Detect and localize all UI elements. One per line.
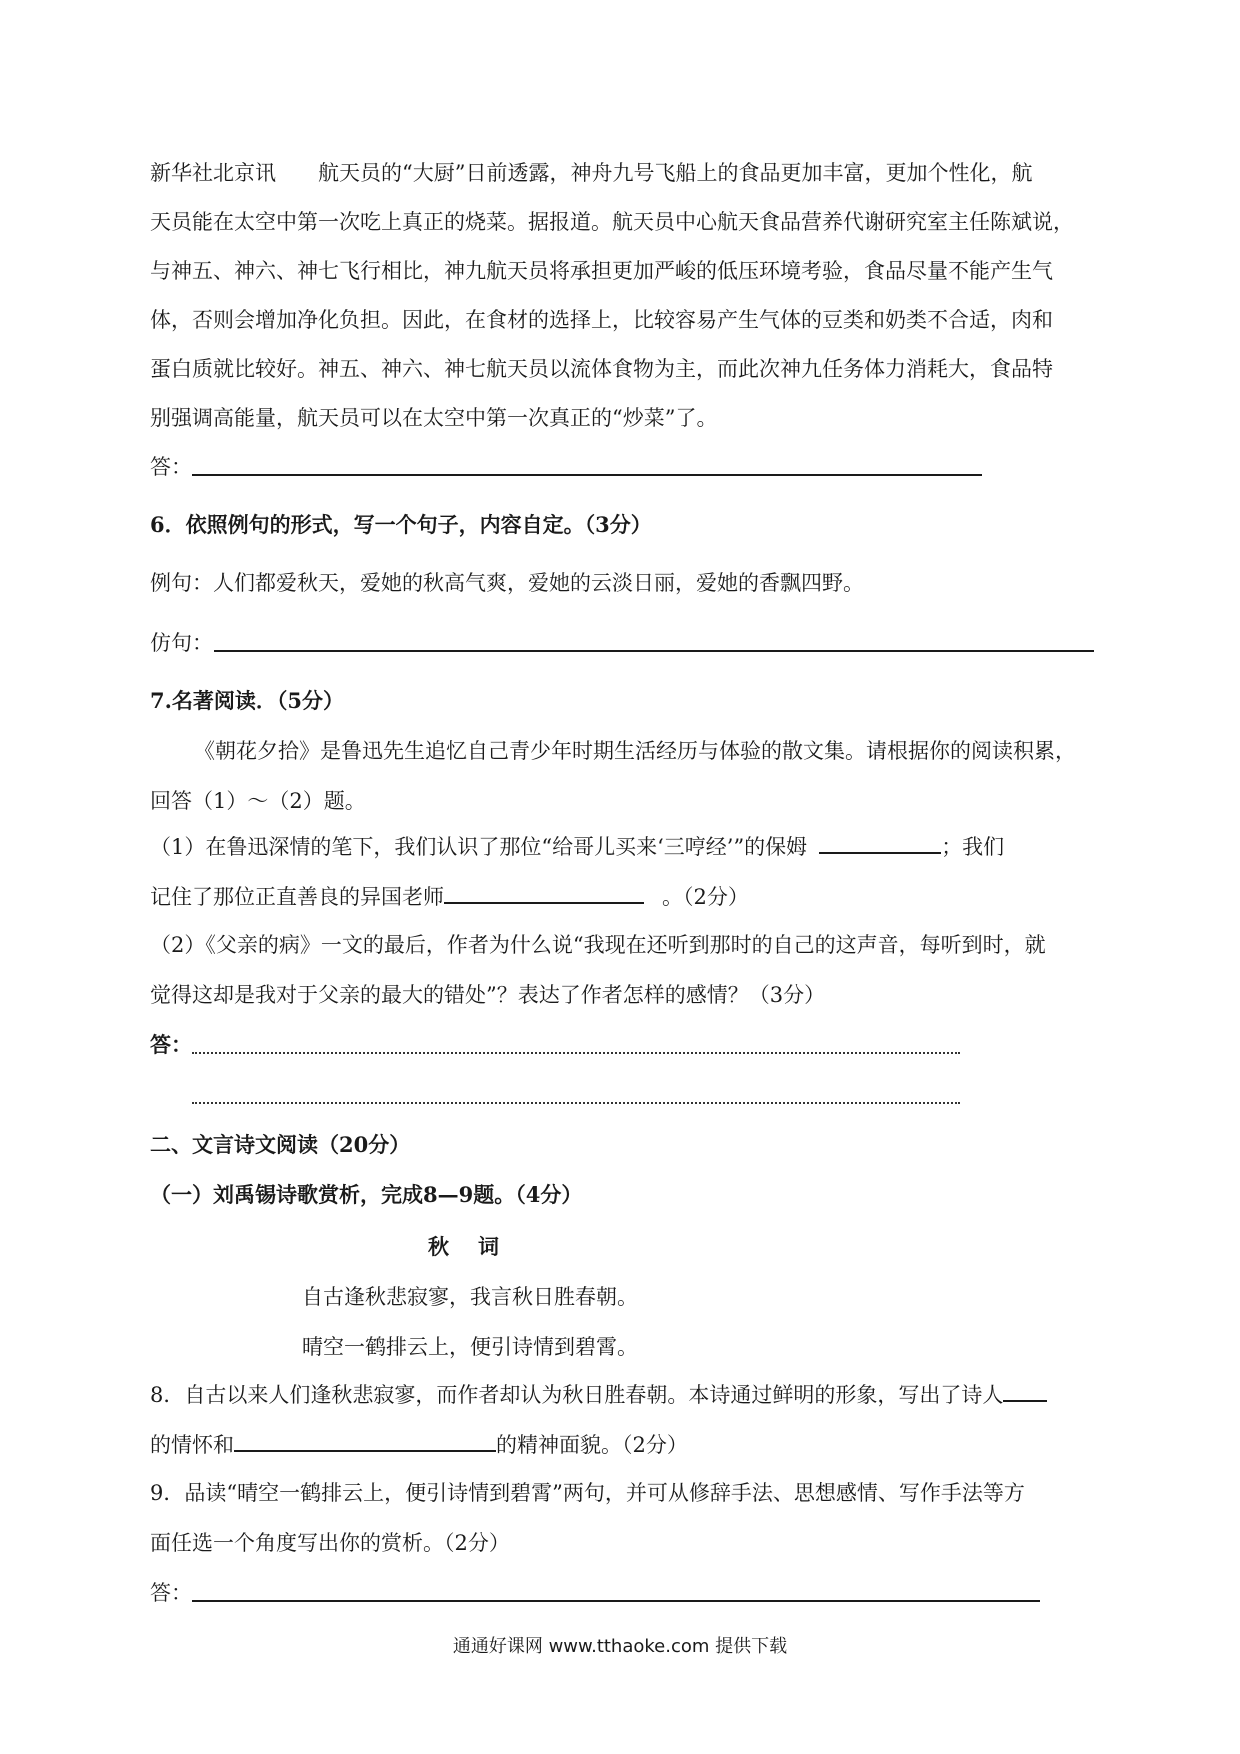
q6-example: 例句：人们都爱秋天，爱她的秋高气爽，爱她的云淡日丽，爱她的香飘四野。 [150, 571, 864, 595]
passage-line-1: 新华社北京讯 航天员的“大厨”日前透露，神舟九号飞船上的食品更加丰富，更加个性化，航 [150, 161, 1033, 185]
q7-sub1-line1 [150, 832, 1004, 862]
section2-title: 二、文言诗文阅读（20分） [150, 1132, 411, 1157]
q7-answer-label: 答： [150, 1032, 192, 1057]
poem-line-1: 自古逢秋悲寂寥，我言秋日胜春朝。 [302, 1285, 638, 1309]
page-footer: 通通好课网 www.tthaoke.com 提供下载 [452, 1636, 788, 1657]
q7-sub1-text-b: ；我们 [941, 835, 1005, 859]
q6-title: 6．依照例句的形式，写一个句子，内容自定。（3分） [150, 512, 652, 537]
q7-teacher-blank[interactable] [444, 882, 644, 904]
section2-subtitle: （一）刘禹锡诗歌赏析，完成8—9题。（4分） [150, 1182, 583, 1207]
q8-text-b: 的情怀和 [150, 1433, 234, 1457]
q6-imitate-line[interactable] [214, 650, 1094, 652]
q7-sub2-line1: （2）《父亲的病》一文的最后，作者为什么说“我现在还听到那时的自己的这声音，每听到时，就 [150, 933, 1046, 957]
q6-imitate-label: 仿句： [150, 631, 213, 655]
passage-line-6: 别强调高能量，航天员可以在太空中第一次真正的“炒菜”了。 [150, 406, 718, 430]
q9-answer-line[interactable] [192, 1600, 1040, 1602]
q8-line1 [150, 1380, 1047, 1410]
passage-line-2: 天员能在太空中第一次吃上真正的烧菜。据报道。航天员中心航天食品营养代谢研究室主任陈斌说， [150, 210, 1074, 234]
q7-sub1-text-d: 。（2分） [662, 885, 749, 909]
passage-line-4: 体，否则会增加净化负担。因此，在食材的选择上，比较容易产生气体的豆类和奶类不合适，肉和 [150, 308, 1053, 332]
q7-sub1-text-a: （1）在鲁迅深情的笔下，我们认识了那位“给哥儿买来‘三哼经’”的保姆 [150, 835, 808, 859]
q7-answer-line-1[interactable] [192, 1052, 960, 1054]
q8-blank-1[interactable] [1003, 1380, 1047, 1402]
passage-line-5: 蛋白质就比较好。神五、神六、神七航天员以流体食物为主，而此次神九任务体力消耗大，食品特 [150, 357, 1053, 381]
passage-answer-label: 答： [150, 455, 192, 479]
q7-intro-2: 回答（1）～（2）题。 [150, 789, 366, 813]
q8-text-c: 的精神面貌。（2分） [496, 1433, 688, 1457]
q9-answer-label: 答： [150, 1581, 192, 1605]
poem-line-2: 晴空一鹤排云上，便引诗情到碧霄。 [302, 1335, 638, 1359]
q9-line1: 9．品读“晴空一鹤排云上，便引诗情到碧霄”两句，并可从修辞手法、思想感情、写作手法等方 [150, 1481, 1025, 1505]
q7-nanny-blank[interactable] [819, 832, 941, 854]
passage-line-3: 与神五、神六、神七飞行相比，神九航天员将承担更加严峻的低压环境考验，食品尽量不能产生气 [150, 259, 1053, 283]
q7-title: 7.名著阅读．（5分） [150, 688, 345, 713]
q7-intro-1: 《朝花夕拾》是鲁迅先生追忆自己青少年时期生活经历与体验的散文集。请根据你的阅读积累， [194, 739, 1076, 763]
q7-answer-line-2[interactable] [192, 1102, 960, 1104]
q7-sub1-text-c: 记住了那位正直善良的异国老师 [150, 885, 444, 909]
q8-blank-2[interactable] [234, 1430, 496, 1452]
q7-sub1-line2 [150, 882, 749, 912]
passage-answer-line[interactable] [192, 474, 982, 476]
q8-text-a: 8．自古以来人们逢秋悲寂寥，而作者却认为秋日胜春朝。本诗通过鲜明的形象，写出了诗人 [150, 1383, 1004, 1407]
q8-line2 [150, 1430, 688, 1460]
q7-sub2-line2: 觉得这却是我对于父亲的最大的错处”？表达了作者怎样的感情？（3分） [150, 983, 826, 1007]
q9-line2: 面任选一个角度写出你的赏析。（2分） [150, 1531, 510, 1555]
poem-title: 秋 词 [428, 1234, 503, 1259]
